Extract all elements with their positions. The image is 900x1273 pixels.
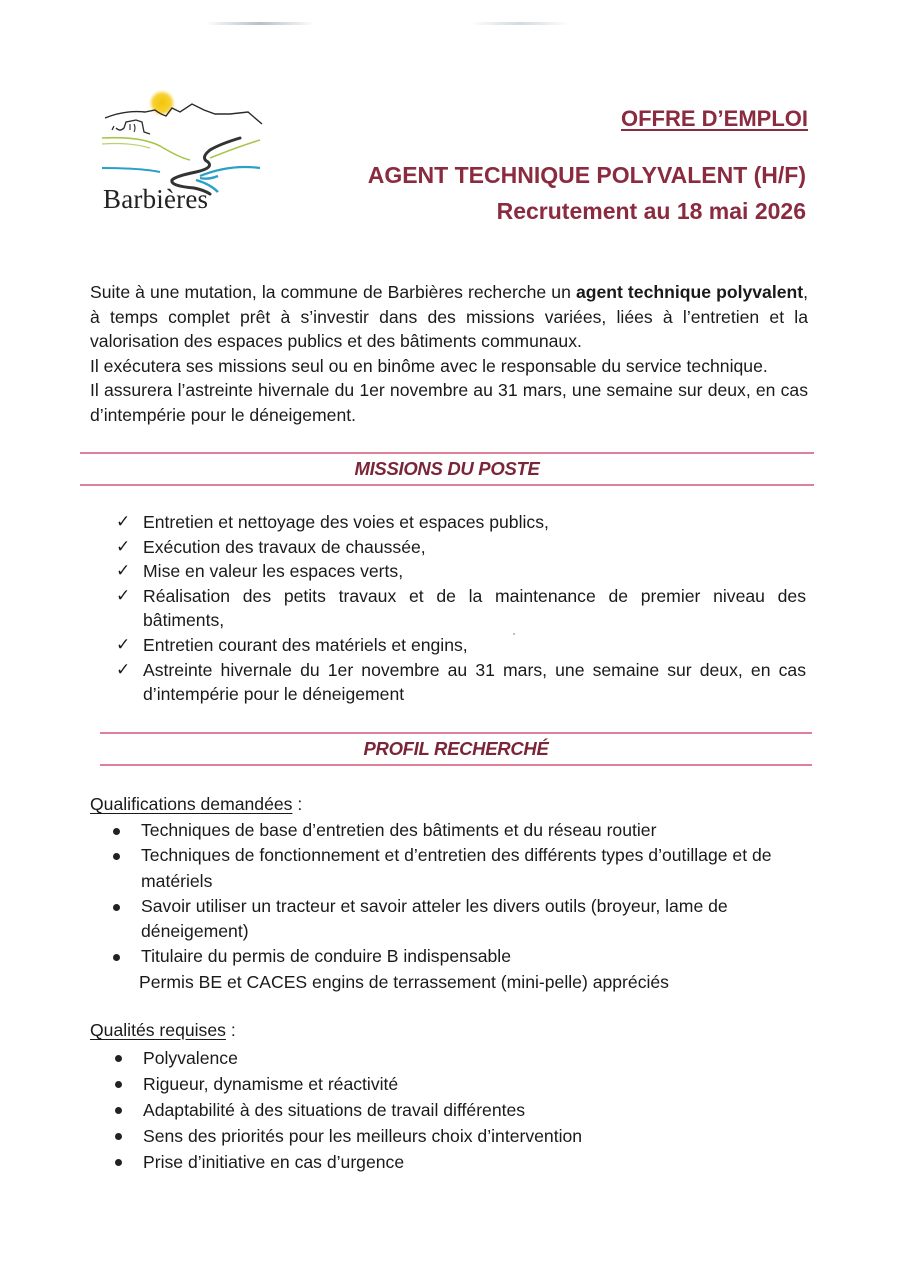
qualification-item: [112, 843, 812, 894]
mission-item: [116, 584, 806, 633]
qualities-heading: [90, 1020, 236, 1041]
scan-artifact: [470, 22, 570, 25]
quality-item: [114, 1045, 814, 1071]
qualifications-list: [112, 818, 812, 995]
intro-paragraph-1: [90, 280, 808, 354]
qualification-text: Titulaire du permis de conduire B indispensable: [141, 946, 512, 967]
qualifications-heading: [90, 794, 302, 815]
checkmark-icon: ✓: [116, 512, 131, 531]
checkmark-icon: ✓: [116, 561, 131, 581]
profile-title: PROFIL RECHERCHÉ: [363, 738, 549, 759]
checkmark-icon: ✓: [116, 659, 131, 679]
mission-text: Astreinte hivernale du 1er novembre au 31 mars, une semaine sur deux, en cas d’intempérie pour le déneigement: [143, 659, 806, 705]
municipality-name: Barbières: [103, 184, 209, 214]
mission-item: [116, 510, 806, 535]
bullet-icon: [113, 954, 120, 961]
missions-title: MISSIONS DU POSTE: [354, 458, 540, 479]
divider: [100, 732, 812, 734]
mission-item: [116, 633, 806, 658]
recruitment-date: Recrutement au 18 mai 2026: [496, 198, 806, 224]
bullet-icon: [115, 1055, 122, 1062]
qualification-text: Savoir utiliser un tracteur et savoir atteler les divers outils (broyeur, lame de déneigement): [141, 895, 728, 942]
mission-item: [116, 658, 806, 707]
mission-text: Exécution des travaux de chaussée,: [143, 536, 426, 557]
intro-text-after: , à temps complet prêt à s’investir dans des missions variées, liées à l’entretien et la valorisation des espaces publics et des bâtiments communaux.: [90, 282, 808, 352]
intro-paragraph-3: Il assurera l’astreinte hivernale du 1er novembre au 31 mars, une semaine sur deux, en cas d’intempérie pour le déneigement.: [90, 380, 808, 425]
checkmark-icon: ✓: [116, 536, 131, 556]
profile-section-header: [100, 732, 812, 766]
offer-label: OFFRE D’EMPLOI: [621, 106, 808, 131]
intro-paragraph-2: Il exécutera ses missions seul ou en binôme avec le responsable du service technique.: [90, 355, 768, 376]
qualification-item: [112, 944, 812, 995]
mission-text: Mise en valeur les espaces verts,: [143, 561, 404, 582]
divider: [80, 452, 814, 454]
missions-section-header: [80, 452, 814, 486]
scan-speck: [513, 633, 515, 635]
qualification-item: [112, 894, 812, 945]
quality-item: [114, 1149, 814, 1175]
qualities-list: [114, 1045, 814, 1175]
quality-text: Polyvalence: [143, 1048, 238, 1068]
bullet-icon: [115, 1159, 122, 1166]
divider: [80, 484, 814, 486]
bullet-icon: [113, 904, 120, 911]
divider: [100, 764, 812, 766]
mission-item: [116, 559, 806, 584]
qualification-extra-text: Permis BE et CACES engins de terrassement (mini-pelle) appréciés: [139, 971, 669, 992]
checkmark-icon: ✓: [116, 634, 131, 654]
qualifications-heading-text: Qualifications demandées: [90, 794, 293, 814]
qualities-heading-text: Qualités requises: [90, 1020, 226, 1040]
intro-text: [90, 280, 808, 428]
mission-text: Entretien courant des matériels et engins,: [143, 634, 468, 655]
scan-artifact: [205, 22, 315, 25]
job-title: AGENT TECHNIQUE POLYVALENT (H/F): [367, 162, 806, 188]
quality-text: Sens des priorités pour les meilleurs choix d’intervention: [143, 1126, 583, 1146]
quality-text: Rigueur, dynamisme et réactivité: [143, 1074, 399, 1094]
quality-text: Prise d’initiative en cas d’urgence: [143, 1152, 405, 1172]
quality-text: Adaptabilité à des situations de travail différentes: [143, 1100, 526, 1120]
checkmark-icon: ✓: [116, 585, 131, 605]
bullet-icon: [113, 853, 120, 860]
bullet-icon: [115, 1081, 122, 1088]
quality-item: [114, 1123, 814, 1149]
mission-text: Entretien et nettoyage des voies et espaces publics,: [143, 512, 549, 532]
intro-text-before: Suite à une mutation, la commune de Barbières recherche un: [90, 282, 576, 302]
mission-text: Réalisation des petits travaux et de la maintenance de premier niveau des bâtiments,: [143, 585, 806, 631]
qualification-item: [112, 818, 812, 843]
mission-item: [116, 535, 806, 560]
bullet-icon: [115, 1107, 122, 1114]
qualification-text: Techniques de base d’entretien des bâtiments et du réseau routier: [141, 820, 657, 840]
intro-highlight: agent technique polyvalent: [575, 282, 804, 302]
qualification-text: Techniques de fonctionnement et d’entretien des différents types d’outillage et de matériels: [141, 845, 772, 891]
bullet-icon: [113, 828, 120, 835]
quality-item: [114, 1097, 814, 1123]
quality-item: [114, 1071, 814, 1097]
heading-colon: :: [225, 1020, 236, 1040]
heading-colon: :: [292, 794, 303, 814]
missions-list: [116, 510, 806, 707]
bullet-icon: [115, 1133, 122, 1140]
